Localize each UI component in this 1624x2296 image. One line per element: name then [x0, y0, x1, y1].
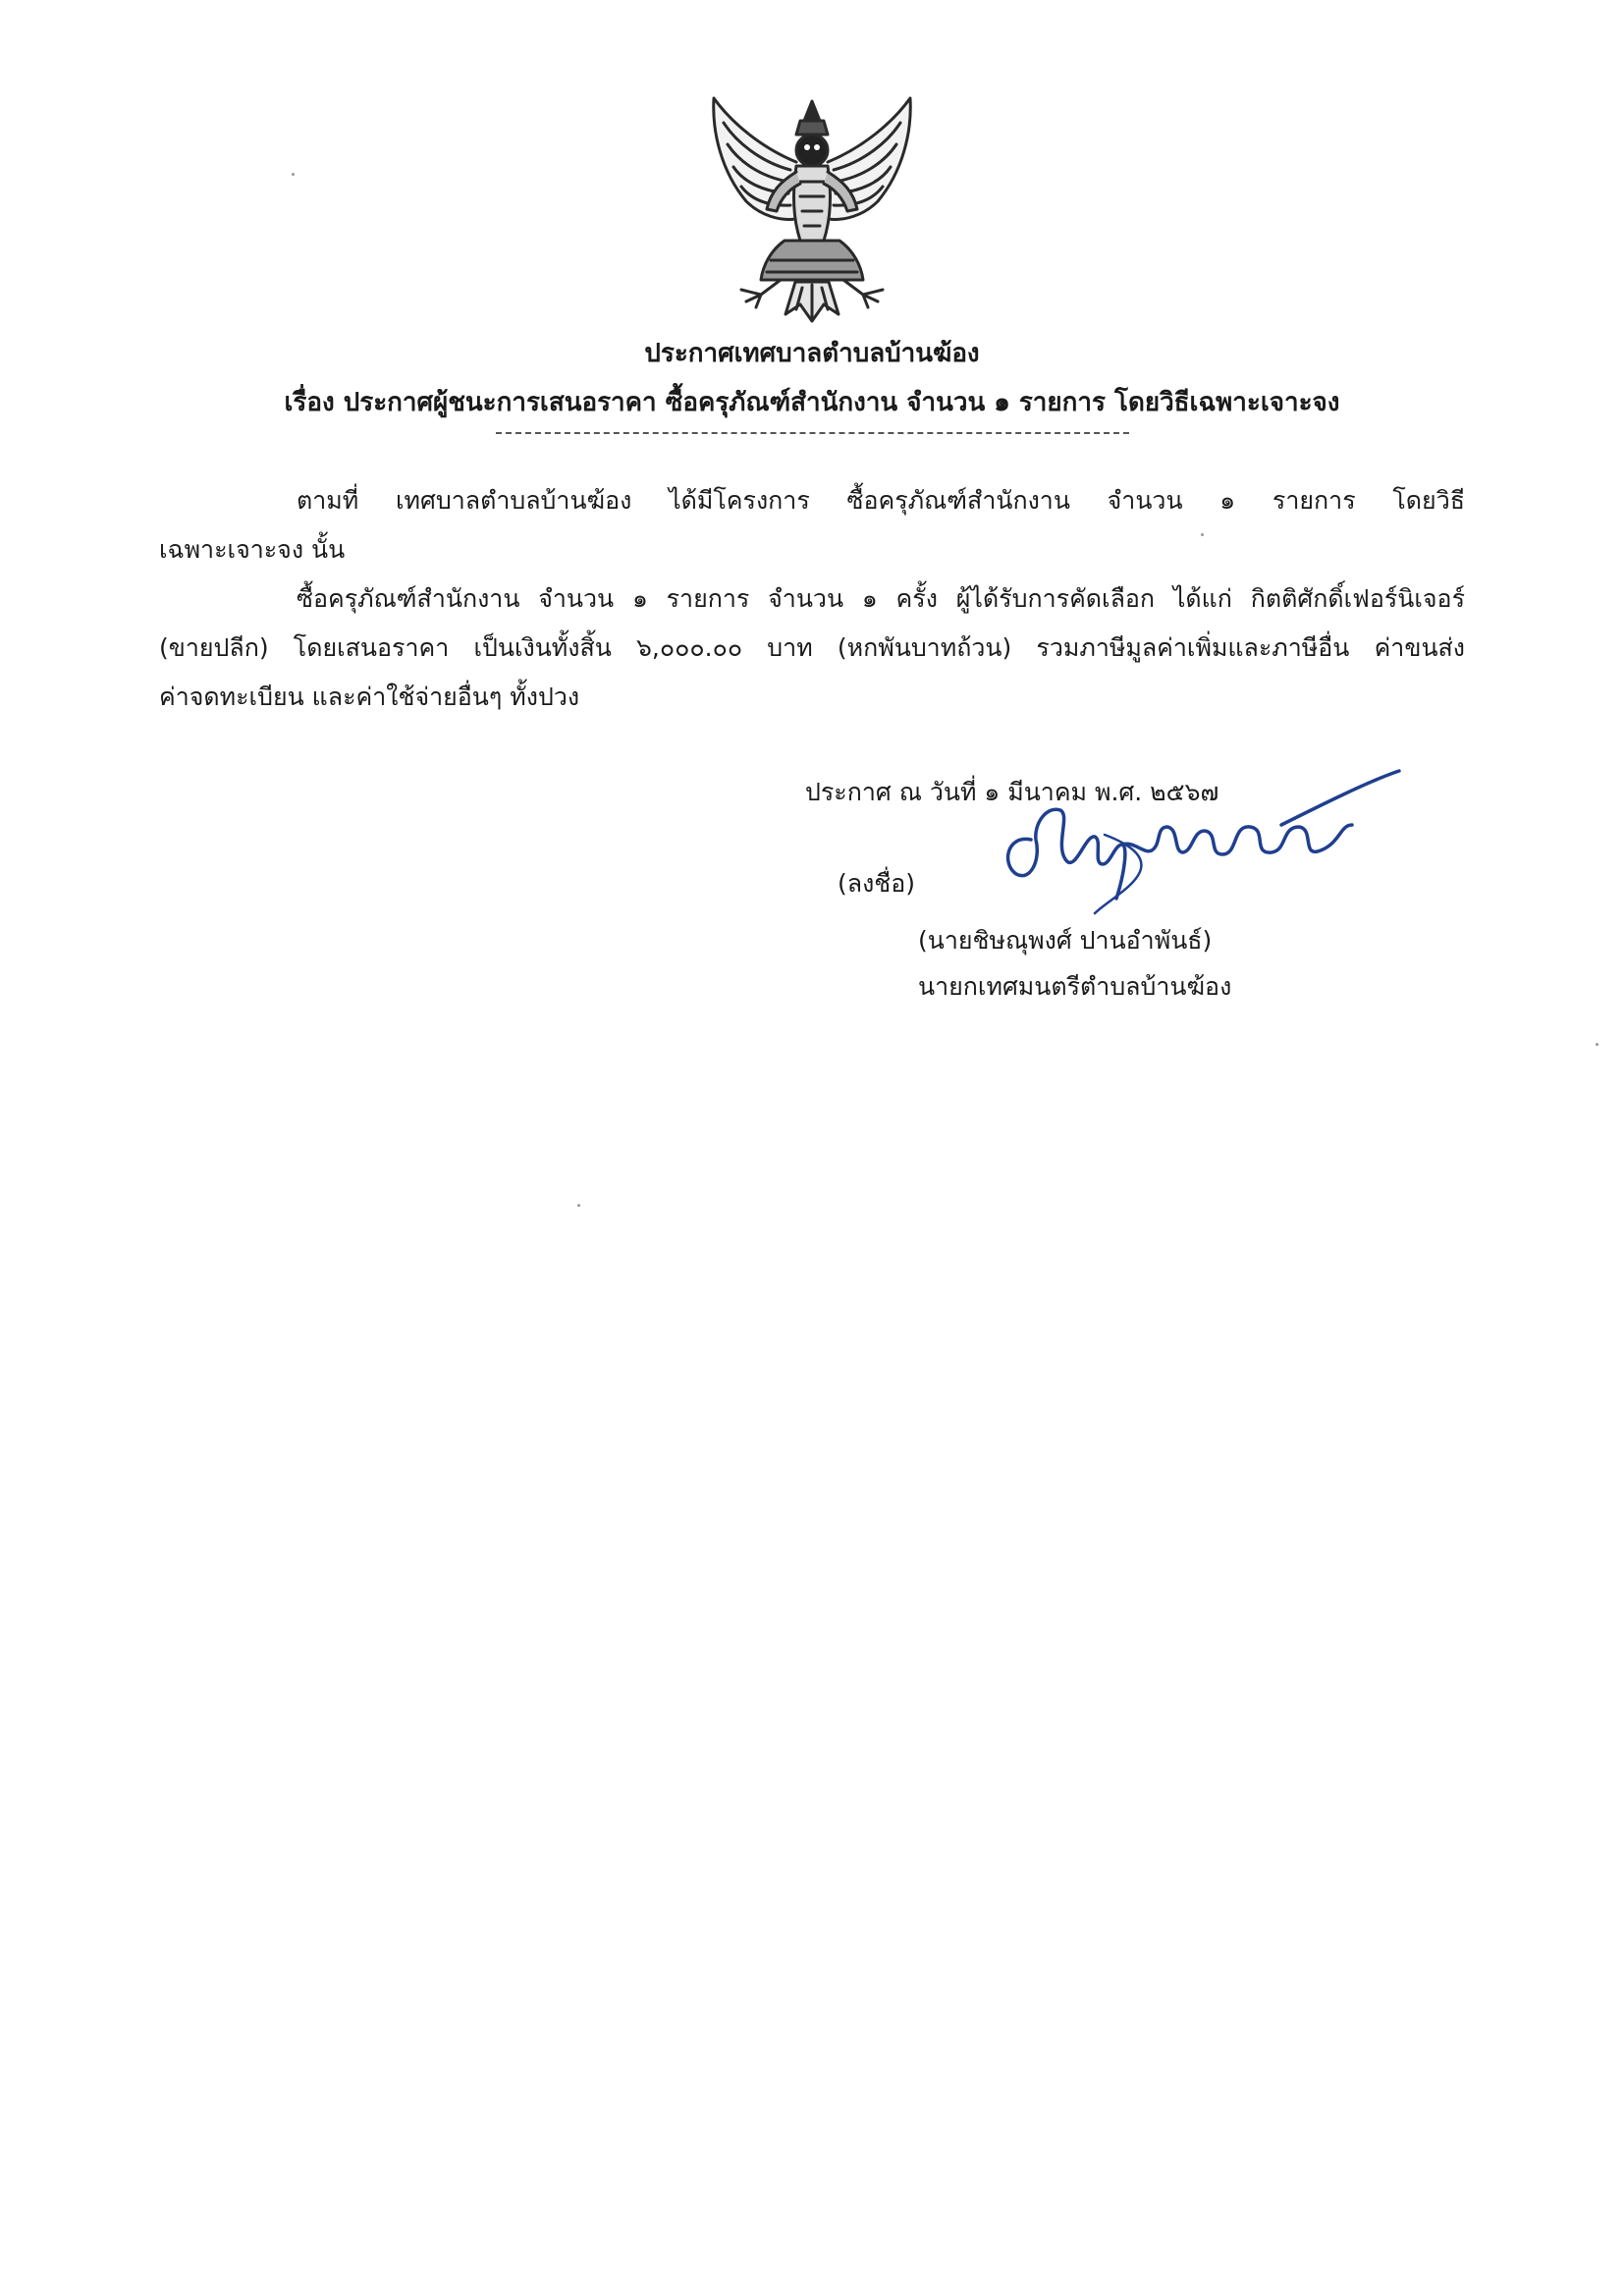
- paragraph-winner: [159, 574, 1465, 722]
- paragraph-project: [159, 476, 1465, 574]
- signer-name: (นายชิษณุพงศ์ ปานอำพันธ์): [918, 926, 1213, 955]
- signed-label: (ลงชื่อ): [838, 869, 916, 898]
- handwritten-signature: [987, 766, 1409, 923]
- paragraph-line: [159, 624, 1465, 673]
- scan-speck: [292, 173, 295, 176]
- scan-speck: [1201, 533, 1204, 536]
- title-divider: [496, 432, 1129, 434]
- paragraph-line: [159, 525, 1465, 574]
- announcement-title: ประกาศเทศบาลตำบลบ้านฆ้อง: [644, 339, 980, 368]
- announcement-subject: เรื่อง ประกาศผู้ชนะการเสนอราคา ซื้อครุภัณฑ์สำนักงาน จำนวน ๑ รายการ โดยวิธีเฉพาะเจาะจง: [284, 388, 1340, 417]
- garuda-emblem-icon: [702, 93, 923, 324]
- paragraph-line: [159, 574, 1465, 624]
- paragraph-text: ค่าจดทะเบียน และค่าใช้จ่ายอื่นๆ ทั้งปวง: [159, 683, 580, 711]
- signer-position: นายกเทศมนตรีตำบลบ้านฆ้อง: [918, 972, 1232, 1001]
- paragraph-text: ซื้อครุภัณฑ์สำนักงาน จำนวน ๑ รายการ จำนวน ๑ ครั้ง ผู้ได้รับการคัดเลือก ได้แก่ กิตติศักดิ์เฟอร์นิเจอร์: [297, 584, 1465, 613]
- scan-speck: [1596, 1043, 1598, 1046]
- paragraph-text: เฉพาะเจาะจง นั้น: [159, 535, 346, 564]
- announce-date: ประกาศ ณ วันที่ ๑ มีนาคม พ.ศ. ๒๕๖๗: [805, 778, 1219, 806]
- paragraph-text: ตามที่ เทศบาลตำบลบ้านฆ้อง ได้มีโครงการ ซื้อครุภัณฑ์สำนักงาน จำนวน ๑ รายการ โดยวิธี: [297, 486, 1465, 515]
- paragraph-text: (ขายปลีก) โดยเสนอราคา เป็นเงินทั้งสิ้น ๖,๐๐๐.๐๐ บาท (หกพันบาทถ้วน) รวมภาษีมูลค่าเพิ่มและภาษีอื่น ค่าขนส่ง: [159, 633, 1465, 662]
- paragraph-line: [159, 673, 1465, 722]
- paragraph-line: [159, 476, 1465, 525]
- scan-speck: [577, 1204, 580, 1207]
